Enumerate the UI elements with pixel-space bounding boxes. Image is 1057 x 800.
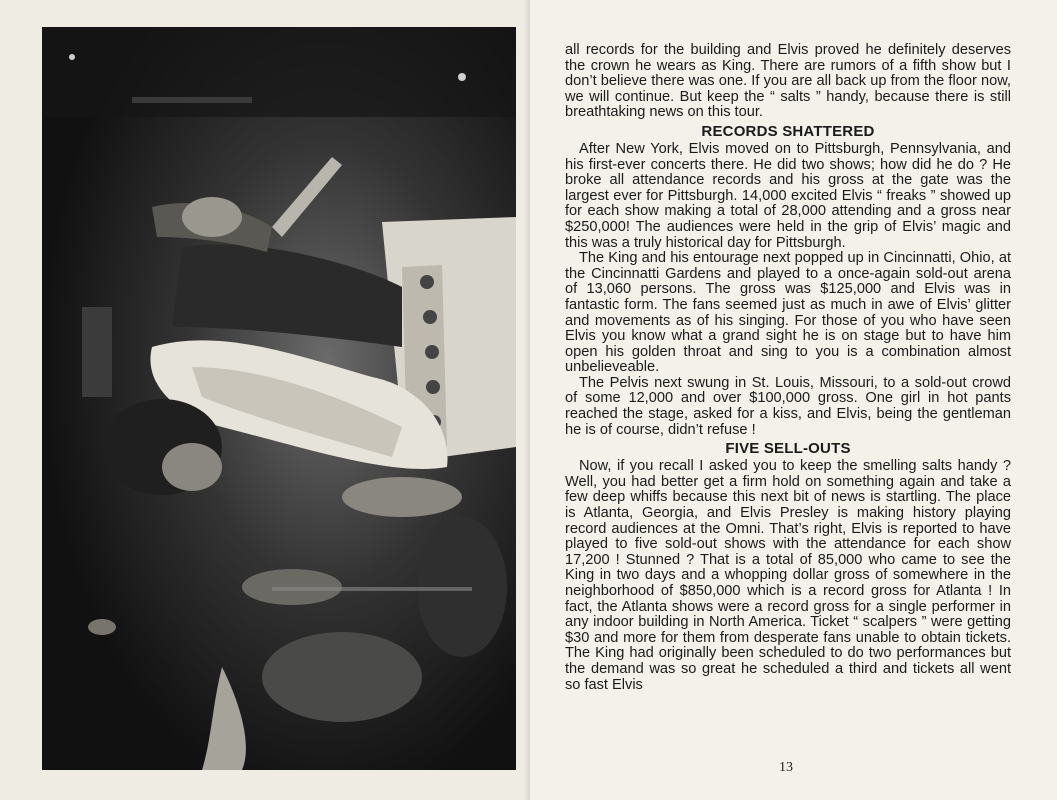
article-paragraph: all records for the building and Elvis proved he definitely deserves the crown he wears as King. There are rumors of a fifth show but I don’t believe there was one. If you are all back up from the floor now, we will continue. But keep the “ salts ” handy, because there is still breathtaking news on this tour. bbox=[565, 42, 1011, 121]
page-number: 13 bbox=[779, 760, 793, 775]
concert-photo-icon bbox=[42, 27, 516, 770]
concert-photo bbox=[42, 27, 516, 770]
section-heading: FIVE SELL-OUTS bbox=[725, 440, 851, 458]
article-paragraph: The King and his entourage next popped up in Cincinnatti, Ohio, at the Cincinnatti Gardens and played to a once-again sold-out arena of 13,060 persons. The gross was $125,000 and Elvis was in fantastic form. The fans seemed just as much in awe of Elvis’ glitter and movements as of his singing. For those of you who have seen Elvis you know what a grand sight he is on stage but to have him open his golden throat and sing to you is a combination almost unbelieveable. bbox=[565, 250, 1011, 376]
article-paragraph: After New York, Elvis moved on to Pittsburgh, Pennsylvania, and his first-ever concerts there. He did two shows; how did he do ? He broke all attendance records and his gross at the gate was the largest ever for Pittsburgh. 14,000 excited Elvis “ freaks ” showed up for each show making a total of 28,000 attending and a gross near $250,000! The audiences were held in the grip of Elvis’ magic and this was a truly historical day for Pittsburgh. bbox=[565, 140, 1011, 251]
article-column bbox=[565, 43, 1011, 693]
section-heading: RECORDS SHATTERED bbox=[701, 122, 875, 140]
article-paragraph: The Pelvis next swung in St. Louis, Missouri, to a sold-out crowd of some 12,000 and over $100,000 gross. One girl in hot pants reached the stage, asked for a kiss, and Elvis, being the gentleman he is of course, didn’t refuse ! bbox=[565, 374, 1011, 438]
article-paragraph: Now, if you recall I asked you to keep the smelling salts handy ? Well, you had better get a firm hold on something again and take a few deep whiffs because this next bit of news is startling. The place is Atlanta, Georgia, and Elvis Presley is making history playing record audiences at the Omni. That’s right, Elvis is reported to have played to five sold-out shows with the attendance for each show 17,200 ! Stunned ? That is a total of 85,000 who came to see the King in two days and a whopping dollar gross of somewhere in the neighborhood of $850,000 which is a record gross for Atlanta ! In fact, the Atlanta shows were a record gross for a single performer in any indoor building in North America. Ticket “ scalpers ” were getting $30 and more for them from desperate fans unable to obtain tickets. The King had originally been scheduled to do two performances but the demand was so great he scheduled a third and tickets all went so fast Elvis bbox=[565, 458, 1011, 693]
